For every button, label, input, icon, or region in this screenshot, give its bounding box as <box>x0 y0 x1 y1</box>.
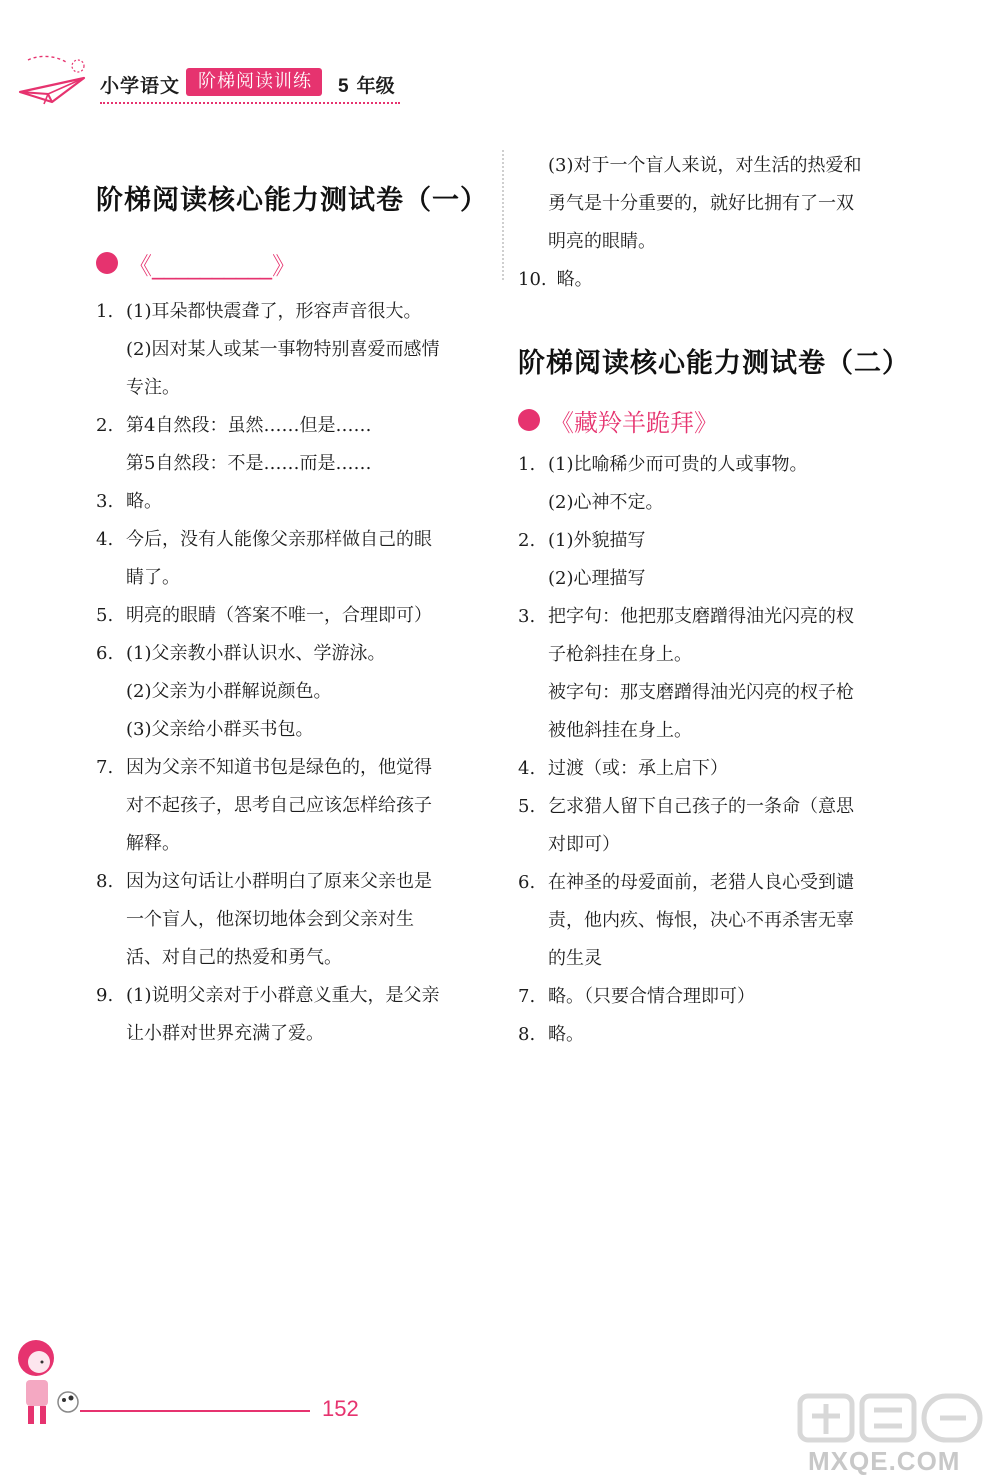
answer-item: 7. 因为父亲不知道书包是绿色的，他觉得 对不起孩子，思考自己应该怎样给孩子 解释。 <box>96 757 432 854</box>
test2-title: 阶梯阅读核心能力测试卷（二） <box>518 348 910 379</box>
answer-item: 2. (1)外貌描写 (2)心理描写 <box>518 530 646 589</box>
pink-bullet-icon <box>518 409 540 431</box>
left-column <box>96 178 488 1053</box>
header-grade <box>338 71 395 98</box>
answer-item: 3. 把字句：他把那支磨蹭得油光闪亮的杈 子枪斜挂在身上。 被字句：那支磨蹭得油光闪亮的杈子枪 被他斜挂在身上。 <box>518 606 854 741</box>
answer-item: 7. 略。（只要合情合理即可） <box>518 986 755 1007</box>
test2-story-title: 《藏羚羊跪拜》 <box>550 408 718 437</box>
test1-answer-list <box>96 293 488 1053</box>
paper-plane-icon <box>18 52 98 122</box>
answer-item: 10. 略。 <box>518 269 593 290</box>
pink-bullet-icon <box>96 252 118 274</box>
right-column <box>518 147 910 1054</box>
answer-item: 6. (1)父亲教小群认识水、学游泳。 (2)父亲为小群解说颜色。 (3)父亲给小群买书包。 <box>96 643 386 740</box>
answer-item: 6. 在神圣的母爱面前，老猎人良心受到谴 责，他内疚、悔恨，决心不再杀害无辜 的生灵 <box>518 872 854 969</box>
watermark-logo-icon <box>790 1386 990 1446</box>
answer-item: 8. 略。 <box>518 1024 584 1045</box>
answer-item: 8. 因为这句话让小群明白了原来父亲也是 一个盲人，他深切地体会到父亲对生 活、对自己的热爱和勇气。 <box>96 871 432 968</box>
answer-item: 3. 略。 <box>96 491 162 512</box>
header-subject: 小学语文 <box>100 75 181 97</box>
footer-rule <box>80 1410 310 1412</box>
answer-item-continued: (3)对于一个盲人来说，对生活的热爱和 勇气是十分重要的，就好比拥有了一双 明亮的眼睛。 <box>548 155 862 252</box>
girl-illustration-icon <box>6 1336 86 1428</box>
test2-story-heading <box>518 400 910 440</box>
header-grade-word: 年级 <box>356 75 395 97</box>
watermark-url: MXQE.COM <box>808 1446 961 1476</box>
test2-answer-list <box>518 446 910 1054</box>
page-number: 152 <box>322 1396 359 1421</box>
header-grade-number: 5 <box>338 76 349 97</box>
answer-item: 4. 今后，没有人能像父亲那样做自己的眼 睛了。 <box>96 529 432 588</box>
answer-item: 4. 过渡（或：承上启下） <box>518 758 728 779</box>
answer-item: 1. (1)耳朵都快震聋了，形容声音很大。 (2)因对某人或某一事物特别喜爱而感情 专注。 <box>96 301 440 398</box>
header-series-badge: 阶梯阅读训练 <box>186 68 322 96</box>
column-divider <box>502 150 504 280</box>
test1-title: 阶梯阅读核心能力测试卷（一） <box>96 185 488 216</box>
answer-item: 9. (1)说明父亲对于小群意义重大，是父亲 让小群对世界充满了爱。 <box>96 985 440 1044</box>
answer-item: 1. (1)比喻稀少而可贵的人或事物。 (2)心神不定。 <box>518 454 808 513</box>
test1-story-title: 《__________》 <box>128 251 296 280</box>
header-dotted-rule <box>100 102 400 104</box>
answer-item: 5. 明亮的眼睛（答案不唯一，合理即可） <box>96 605 432 626</box>
test1-story-heading <box>96 243 488 283</box>
answer-item: 2. 第4自然段：虽然……但是…… 第5自然段：不是……而是…… <box>96 415 372 474</box>
answer-item: 5. 乞求猎人留下自己孩子的一条命（意思 对即可） <box>518 796 854 855</box>
